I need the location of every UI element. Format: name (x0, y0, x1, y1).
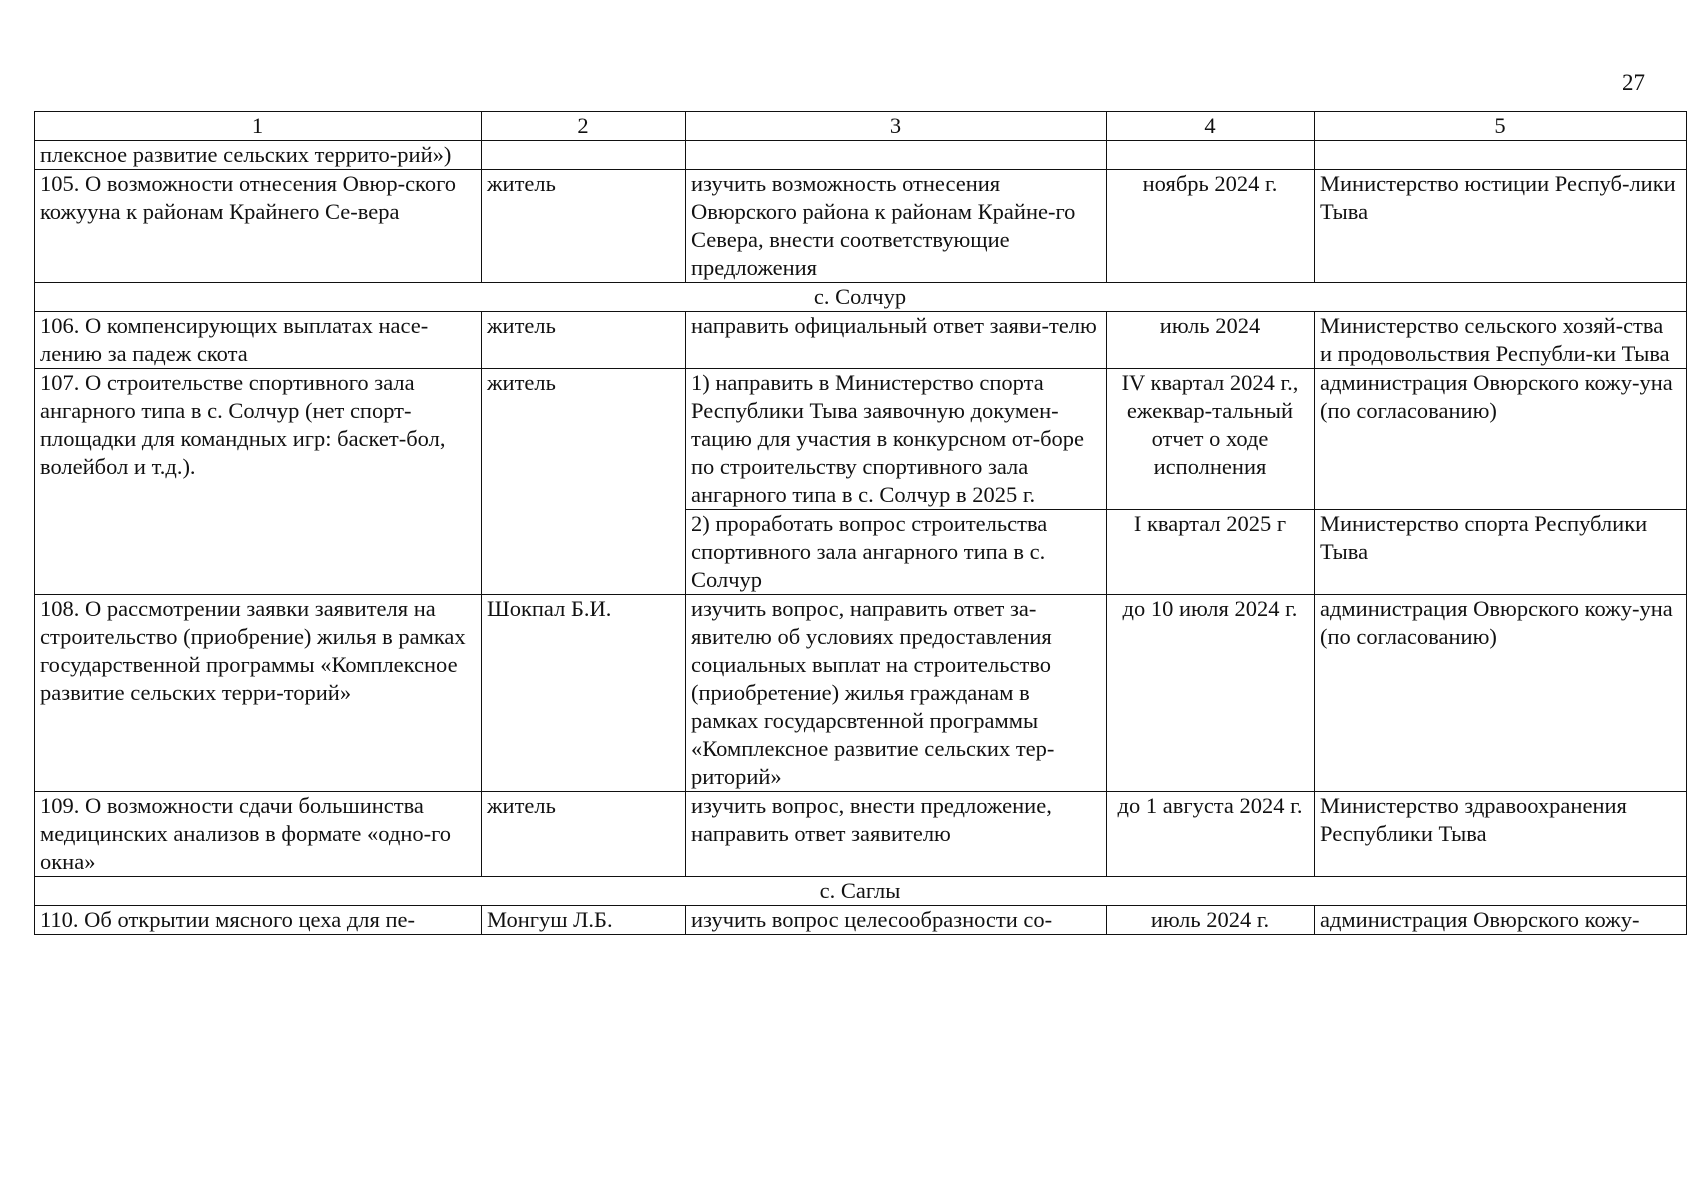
responsible-cell: администрация Овюрского кожу-уна (по согласованию) (1315, 595, 1687, 792)
applicant-cell: Монгуш Л.Б. (482, 906, 686, 935)
section-row (35, 877, 1687, 906)
table-row (35, 369, 1687, 510)
column-header-4: 4 (1107, 112, 1315, 141)
action-cell: 2) проработать вопрос строительства спортивного зала ангарного типа в с. Солчур (686, 510, 1107, 595)
deadline-cell: до 10 июля 2024 г. (1107, 595, 1315, 792)
responsible-cell: Министерство сельского хозяй-ства и продовольствия Республи-ки Тыва (1315, 312, 1687, 369)
responsible-cell: Министерство спорта Республики Тыва (1315, 510, 1687, 595)
applicant-cell: житель (482, 312, 686, 369)
section-row (35, 283, 1687, 312)
action-cell: изучить возможность отнесения Овюрского района к районам Крайне-го Севера, внести соответствующие предложения (686, 170, 1107, 283)
deadline-cell: июль 2024 (1107, 312, 1315, 369)
table-row (35, 312, 1687, 369)
issue-cell: 108. О рассмотрении заявки заявителя на строительство (приобрение) жилья в рамках государственной программы «Комплексное развитие сельских терри-торий» (35, 595, 482, 792)
column-header-5: 5 (1315, 112, 1687, 141)
issue-cell: плексное развитие сельских террито-рий») (35, 141, 482, 170)
column-number-row (35, 112, 1687, 141)
column-header-2: 2 (482, 112, 686, 141)
issue-cell: 109. О возможности сдачи большинства медицинских анализов в формате «одно-го окна» (35, 792, 482, 877)
responsible-cell: Министерство юстиции Респуб-лики Тыва (1315, 170, 1687, 283)
applicant-cell: житель (482, 170, 686, 283)
deadline-cell: IV квартал 2024 г., ежеквар-тальный отчет о ходе исполнения (1107, 369, 1315, 510)
issue-cell: 105. О возможности отнесения Овюр-ского кожууна к районам Крайнего Се-вера (35, 170, 482, 283)
applicant-cell: житель (482, 792, 686, 877)
action-cell: изучить вопрос целесообразности со- (686, 906, 1107, 935)
table-row (35, 906, 1687, 935)
applicant-cell (482, 141, 686, 170)
measures-table (34, 111, 1687, 935)
deadline-cell: ноябрь 2024 г. (1107, 170, 1315, 283)
column-header-3: 3 (686, 112, 1107, 141)
action-cell: 1) направить в Министерство спорта Республики Тыва заявочную докумен-тацию для участия в конкурсном от-боре по строительству спортивного зала ангарного типа в с. Солчур в 2025 г. (686, 369, 1107, 510)
deadline-cell: до 1 августа 2024 г. (1107, 792, 1315, 877)
issue-cell: 110. Об открытии мясного цеха для пе- (35, 906, 482, 935)
table-row (35, 141, 1687, 170)
applicant-cell: Шокпал Б.И. (482, 595, 686, 792)
responsible-cell: администрация Овюрского кожу-уна (по согласованию) (1315, 369, 1687, 510)
deadline-cell: июль 2024 г. (1107, 906, 1315, 935)
column-header-1: 1 (35, 112, 482, 141)
deadline-cell (1107, 141, 1315, 170)
action-cell: изучить вопрос, внести предложение, направить ответ заявителю (686, 792, 1107, 877)
table-row (35, 170, 1687, 283)
action-cell: направить официальный ответ заяви-телю (686, 312, 1107, 369)
table-row (35, 595, 1687, 792)
deadline-cell: I квартал 2025 г (1107, 510, 1315, 595)
action-cell: изучить вопрос, направить ответ за-явителю об условиях предоставления социальных выплат на строительство (приобретение) жилья гражданам в рамках государсвтенной программы «Комплексное развитие сельских тер-риторий» (686, 595, 1107, 792)
section-heading-sagly: с. Саглы (35, 877, 1687, 906)
section-heading-solchur: с. Солчур (35, 283, 1687, 312)
action-cell (686, 141, 1107, 170)
issue-cell: 107. О строительстве спортивного зала ангарного типа в с. Солчур (нет спорт-площадки для командных игр: баскет-бол, волейбол и т.д.). (35, 369, 482, 595)
page-number: 27 (1622, 70, 1645, 95)
table-row (35, 792, 1687, 877)
responsible-cell (1315, 141, 1687, 170)
applicant-cell: житель (482, 369, 686, 595)
responsible-cell: администрация Овюрского кожу- (1315, 906, 1687, 935)
issue-cell: 106. О компенсирующих выплатах насе-лению за падеж скота (35, 312, 482, 369)
responsible-cell: Министерство здравоохранения Республики Тыва (1315, 792, 1687, 877)
